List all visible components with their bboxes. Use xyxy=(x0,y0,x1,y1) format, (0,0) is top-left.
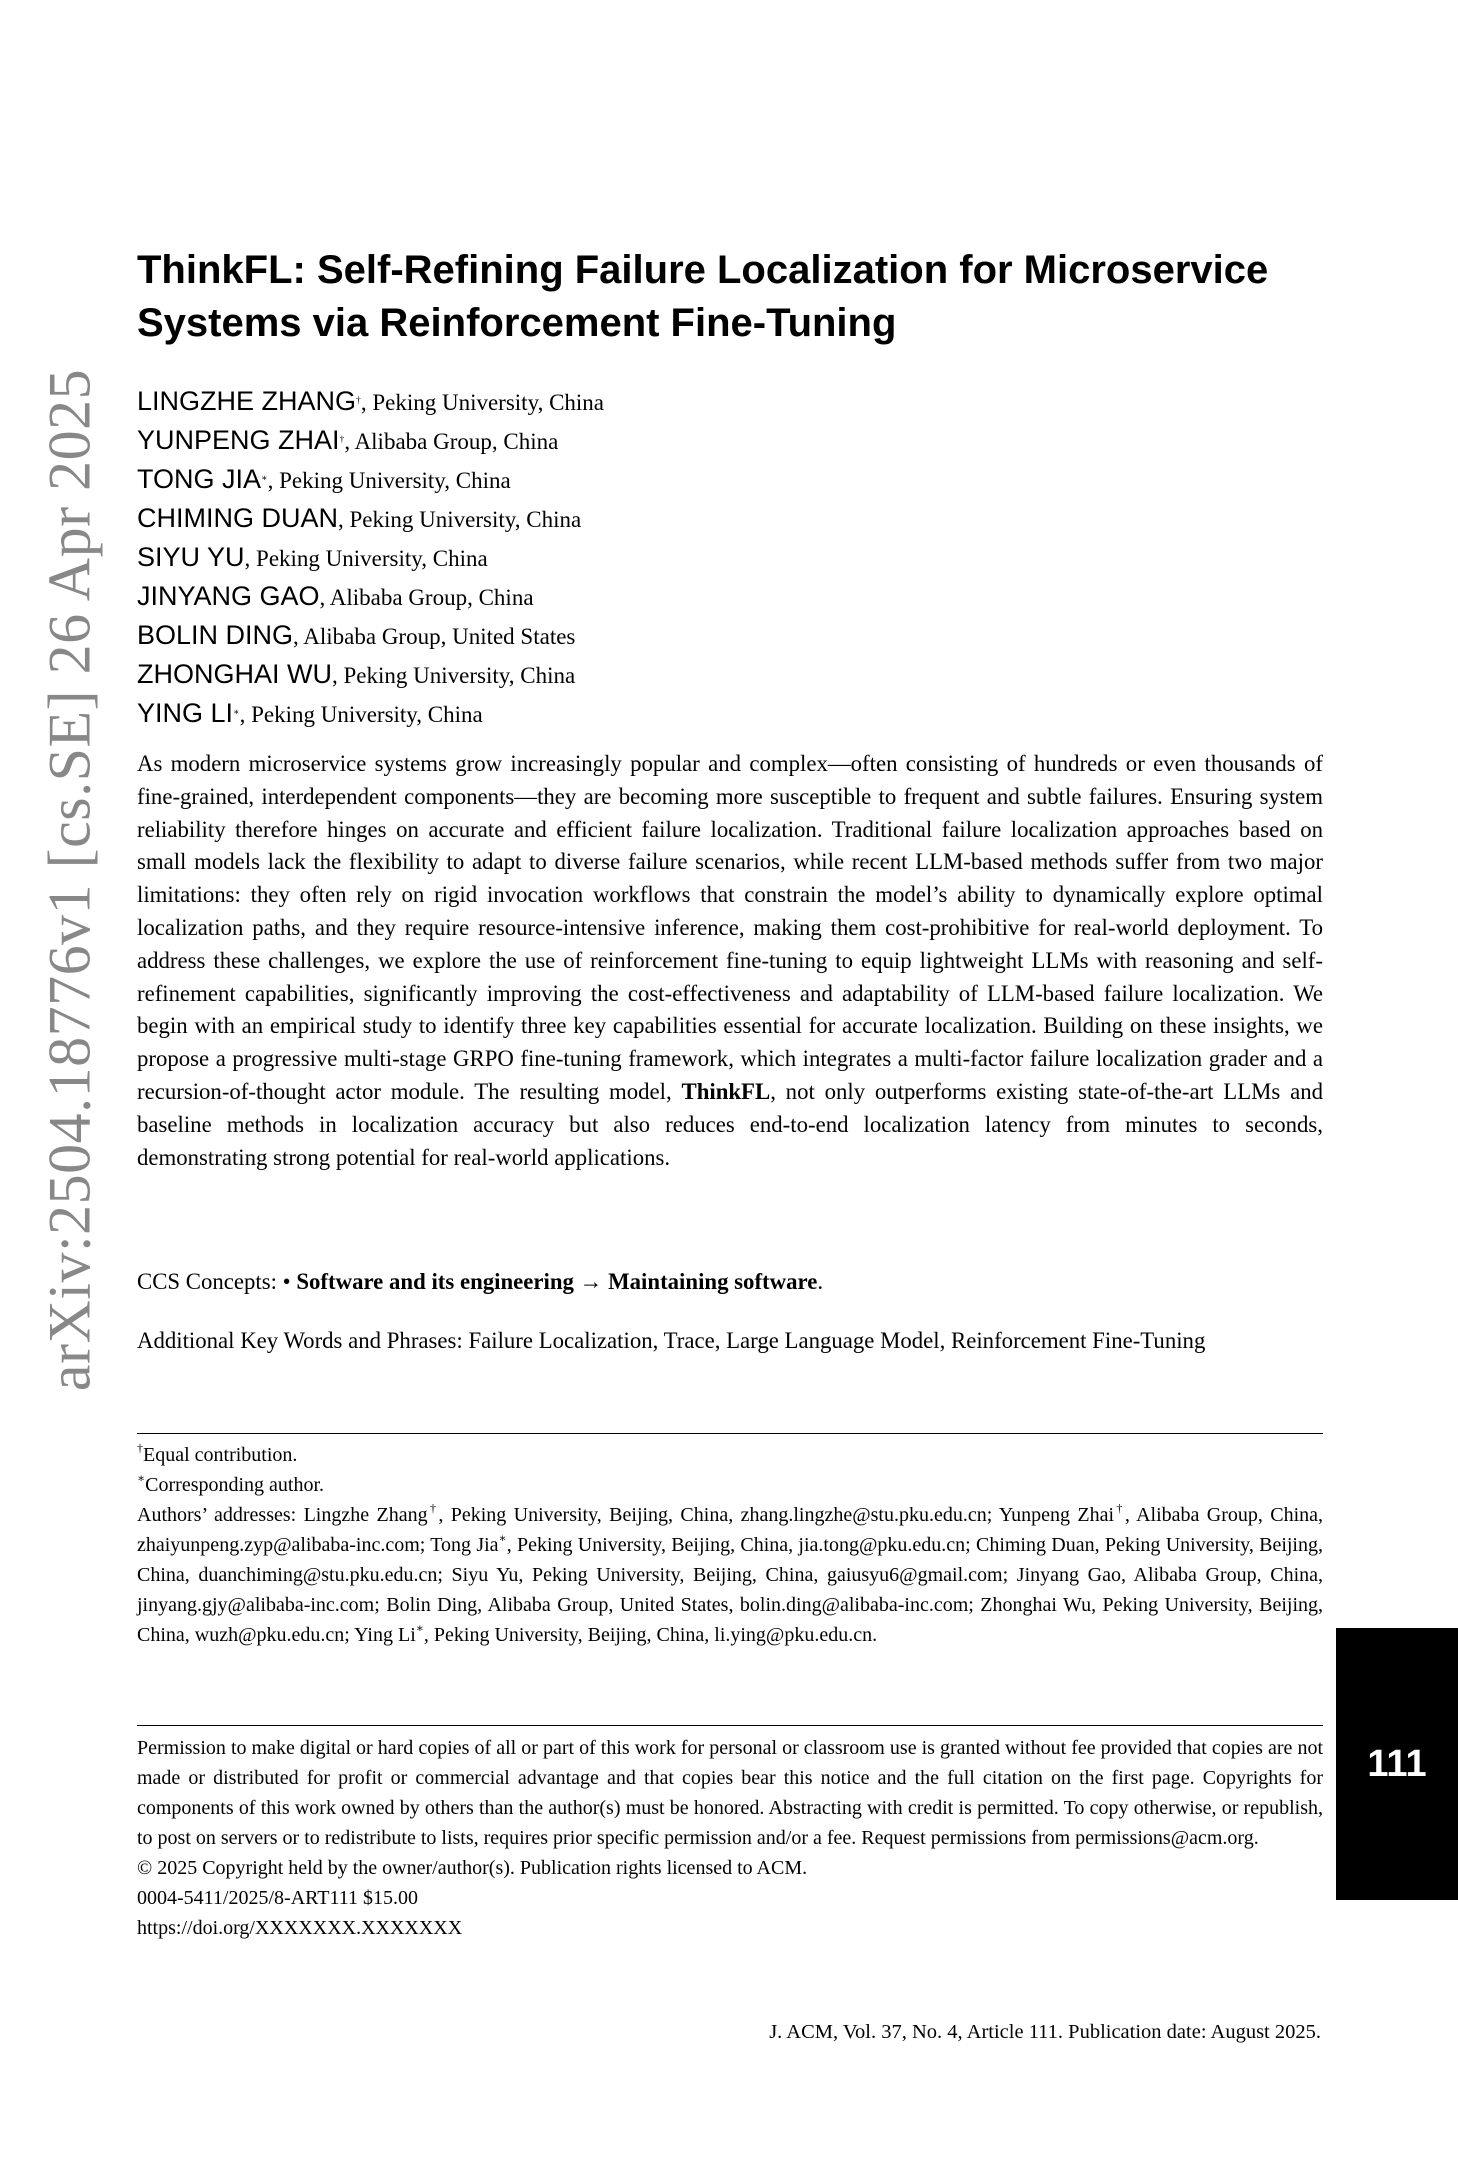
footnote-equal xyxy=(137,1440,1323,1470)
permission-text: Permission to make digital or hard copies of all or part of this work for personal or classroom use is granted without fee provided that copies are not made or distributed for profit or commercial advantage and that copies bear this notice and the full citation on the first page. Copyrights for components of this work owned by others than the author(s) must be honored. Abstracting with credit is permitted. To copy otherwise, or republish, to post on servers or to redistribute to lists, requires prior specific permission and/or a fee. Request permissions from permissions@acm.org. xyxy=(137,1737,1323,1849)
abstract xyxy=(137,748,1323,1174)
keywords-text: Failure Localization, Trace, Large Language Model, Reinforcement Fine-Tuning xyxy=(468,1328,1206,1353)
author-entry xyxy=(137,538,1337,577)
author-addresses xyxy=(137,1500,1323,1650)
author-affiliation: , Alibaba Group, China xyxy=(344,429,559,454)
address-text: , Alibaba Group, China, zhaiyunpeng.zyp@alibaba-inc.com; Tong Jia xyxy=(137,1504,1324,1556)
author-name: JINYANG GAO xyxy=(137,581,320,611)
author-mark: ∗ xyxy=(233,706,240,718)
author-mark: † xyxy=(339,433,345,445)
author-affiliation: , Peking University, China xyxy=(267,468,511,493)
address-author-mark: † xyxy=(427,1501,439,1516)
article-number: 111 xyxy=(1367,1742,1427,1785)
author-affiliation: , Peking University, China xyxy=(239,702,483,727)
ccs-concept-1: Software and its engineering xyxy=(296,1269,574,1294)
arxiv-stamp-text: arXiv:2504.18776v1 [cs.SE] 26 Apr 2025 xyxy=(36,368,103,1392)
ccs-label: CCS Concepts: • xyxy=(137,1269,297,1294)
author-affiliation: , Peking University, China xyxy=(244,546,488,571)
author-entry xyxy=(137,421,1337,460)
asterisk-mark: ∗ xyxy=(137,1471,146,1486)
address-text: , Peking University, Beijing, China, jia.tong@pku.edu.cn; Chiming Duan, Peking University, Beijing, China, duanchiming@stu.pku.edu.cn; Siyu Yu, Peking University, Beijing, China, gaiusyu6@gmail.com; Jinyang Gao, Alibaba Group, China, jinyang.gjy@alibaba-inc.com; Bolin Ding, Alibaba Group, United States, bolin.ding@alibaba-inc.com; Zhonghai Wu, Peking University, Beijing, China, wuzh@pku.edu.cn; Ying Li xyxy=(137,1534,1323,1646)
author-entry xyxy=(137,694,1337,733)
author-name: LINGZHE ZHANG xyxy=(137,386,357,416)
ccs-concepts xyxy=(137,1266,1323,1298)
address-text: Authors’ addresses: Lingzhe Zhang xyxy=(137,1504,428,1526)
ccs-arrow: → xyxy=(573,1269,609,1294)
footnote-equal-text: Equal contribution. xyxy=(143,1444,298,1466)
copyright-line: © 2025 Copyright held by the owner/author(s). Publication rights licensed to ACM. xyxy=(137,1857,808,1879)
author-entry xyxy=(137,382,1337,421)
author-name: YUNPENG ZHAI xyxy=(137,425,340,455)
ccs-end: . xyxy=(817,1269,824,1294)
author-entry xyxy=(137,577,1337,616)
footnote-corresponding xyxy=(137,1470,1323,1500)
permission-block xyxy=(137,1733,1323,1943)
author-affiliation: , Alibaba Group, United States xyxy=(293,624,576,649)
model-name: ThinkFL xyxy=(681,1078,771,1104)
arxiv-identifier-stamp xyxy=(20,0,120,1500)
author-name: SIYU YU xyxy=(137,542,245,572)
address-text: , Peking University, Beijing, China, zhang.lingzhe@stu.pku.edu.cn; Yunpeng Zhai xyxy=(438,1504,1115,1526)
author-affiliation: , Peking University, China xyxy=(338,507,582,532)
address-author-mark: ∗ xyxy=(498,1531,507,1546)
author-affiliation: , Alibaba Group, China xyxy=(319,585,534,610)
keywords xyxy=(137,1324,1323,1357)
address-author-mark: † xyxy=(1114,1501,1125,1516)
author-list xyxy=(137,382,1337,733)
title-line-1: ThinkFL: Self-Refining Failure Localization for Microservice xyxy=(137,248,1269,292)
author-affiliation: , Peking University, China xyxy=(360,390,605,415)
author-entry xyxy=(137,460,1337,499)
permission-divider xyxy=(137,1725,1323,1726)
footnote-corresponding-text: Corresponding author. xyxy=(145,1474,325,1496)
dagger-mark: † xyxy=(137,1441,143,1456)
author-name: YING LI xyxy=(137,698,234,728)
author-name: CHIMING DUAN xyxy=(137,503,338,533)
address-text: , Peking University, Beijing, China, li.ying@pku.edu.cn. xyxy=(423,1624,878,1646)
footnotes xyxy=(137,1440,1323,1650)
author-name: ZHONGHAI WU xyxy=(137,659,332,689)
journal-footer: J. ACM, Vol. 37, No. 4, Article 111. Publication date: August 2025. xyxy=(769,2021,1321,2043)
doi-link[interactable]: https://doi.org/XXXXXXX.XXXXXXX xyxy=(137,1917,463,1939)
author-name: BOLIN DING xyxy=(137,620,294,650)
address-author-mark: ∗ xyxy=(415,1621,424,1636)
author-mark: † xyxy=(356,394,361,406)
author-entry xyxy=(137,499,1337,538)
author-entry xyxy=(137,655,1337,694)
footnote-divider xyxy=(137,1433,1323,1434)
article-number-tab xyxy=(1336,1628,1458,1900)
ccs-concept-2: Maintaining software xyxy=(608,1269,818,1294)
keywords-label: Additional Key Words and Phrases: xyxy=(137,1328,469,1353)
abstract-text-1: As modern microservice systems grow increasingly popular and complex—often consisting of hundreds or even thousands of fine-grained, interdependent components—they are becoming more susceptible to frequent and subtle failures. Ensuring system reliability therefore hinges on accurate and efficient failure localization. Traditional failure localization approaches based on small models lack the flexibility to adapt to diverse failure scenarios, while recent LLM-based methods suffer from two major limitations: they often rely on rigid invocation workflows that constrain the model’s ability to dynamically explore optimal localization paths, and they require resource-intensive inference, making them cost-prohibitive for real-world deployment. To address these challenges, we explore the use of reinforcement fine-tuning to equip lightweight LLMs with reasoning and self-refinement capabilities, significantly improving the cost-effectiveness and adaptability of LLM-based failure localization. We begin with an empirical study to identify three key capabilities essential for accurate localization. Building on these insights, we propose a progressive multi-stage GRPO fine-tuning framework, which integrates a multi-factor failure localization grader and a recursion-of-thought actor module. The resulting model, xyxy=(137,751,1323,1104)
author-name: TONG JIA xyxy=(137,464,262,494)
abstract-text-2: , not only outperforms existing state-of-the-art LLMs and baseline methods in localization accuracy but also reduces end-to-end localization latency from minutes to seconds, demonstrating strong potential for real-world applications. xyxy=(137,1078,1323,1170)
paper-title xyxy=(137,244,1337,350)
author-entry xyxy=(137,616,1337,655)
issn-line: 0004-5411/2025/8-ART111 $15.00 xyxy=(137,1887,419,1909)
author-affiliation: , Peking University, China xyxy=(332,663,576,688)
author-mark: ∗ xyxy=(261,472,268,484)
title-line-2: Systems via Reinforcement Fine-Tuning xyxy=(137,301,897,345)
